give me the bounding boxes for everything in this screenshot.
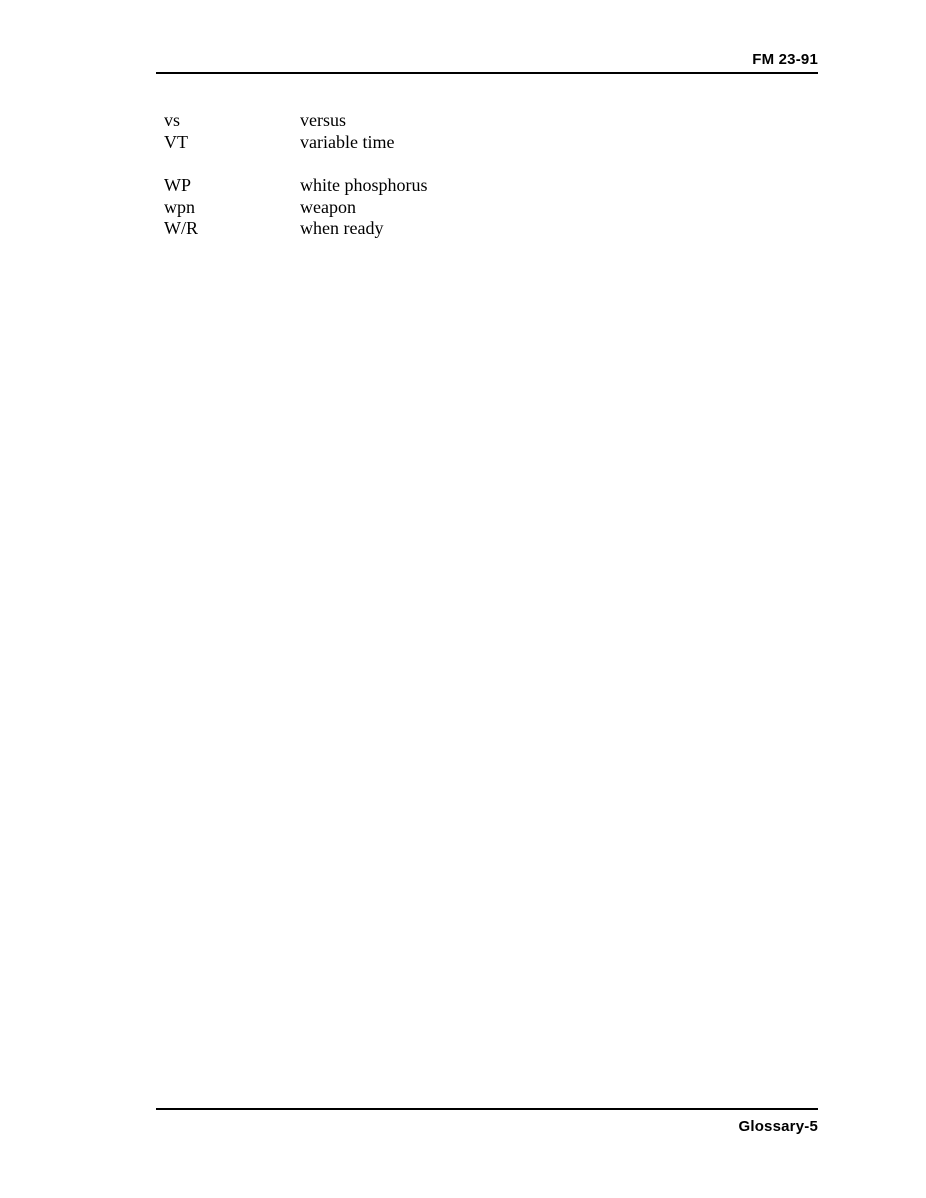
- glossary-entry: [164, 218, 824, 240]
- page-number: Glossary-5: [738, 1118, 818, 1135]
- glossary-list: [164, 110, 824, 240]
- glossary-definition: versus: [300, 110, 346, 130]
- glossary-entry: [164, 110, 824, 132]
- glossary-term: VT: [164, 131, 188, 152]
- glossary-group: [164, 175, 824, 240]
- header-divider: [156, 72, 818, 74]
- manual-identifier: FM 23-91: [752, 51, 818, 68]
- glossary-entry: [164, 132, 824, 154]
- glossary-term: vs: [164, 110, 181, 130]
- glossary-definition: when ready: [300, 218, 384, 238]
- glossary-term: W/R: [164, 218, 198, 238]
- glossary-definition: white phosphorus: [300, 175, 428, 195]
- glossary-term: WP: [164, 175, 191, 195]
- page-footer: [156, 1108, 818, 1136]
- glossary-group: [164, 110, 824, 153]
- glossary-term: wpn: [164, 196, 195, 217]
- glossary-entry: [164, 175, 824, 197]
- page-header: [156, 52, 818, 74]
- glossary-entry: [164, 197, 824, 219]
- glossary-definition: weapon: [300, 196, 356, 217]
- glossary-definition: variable time: [300, 131, 395, 152]
